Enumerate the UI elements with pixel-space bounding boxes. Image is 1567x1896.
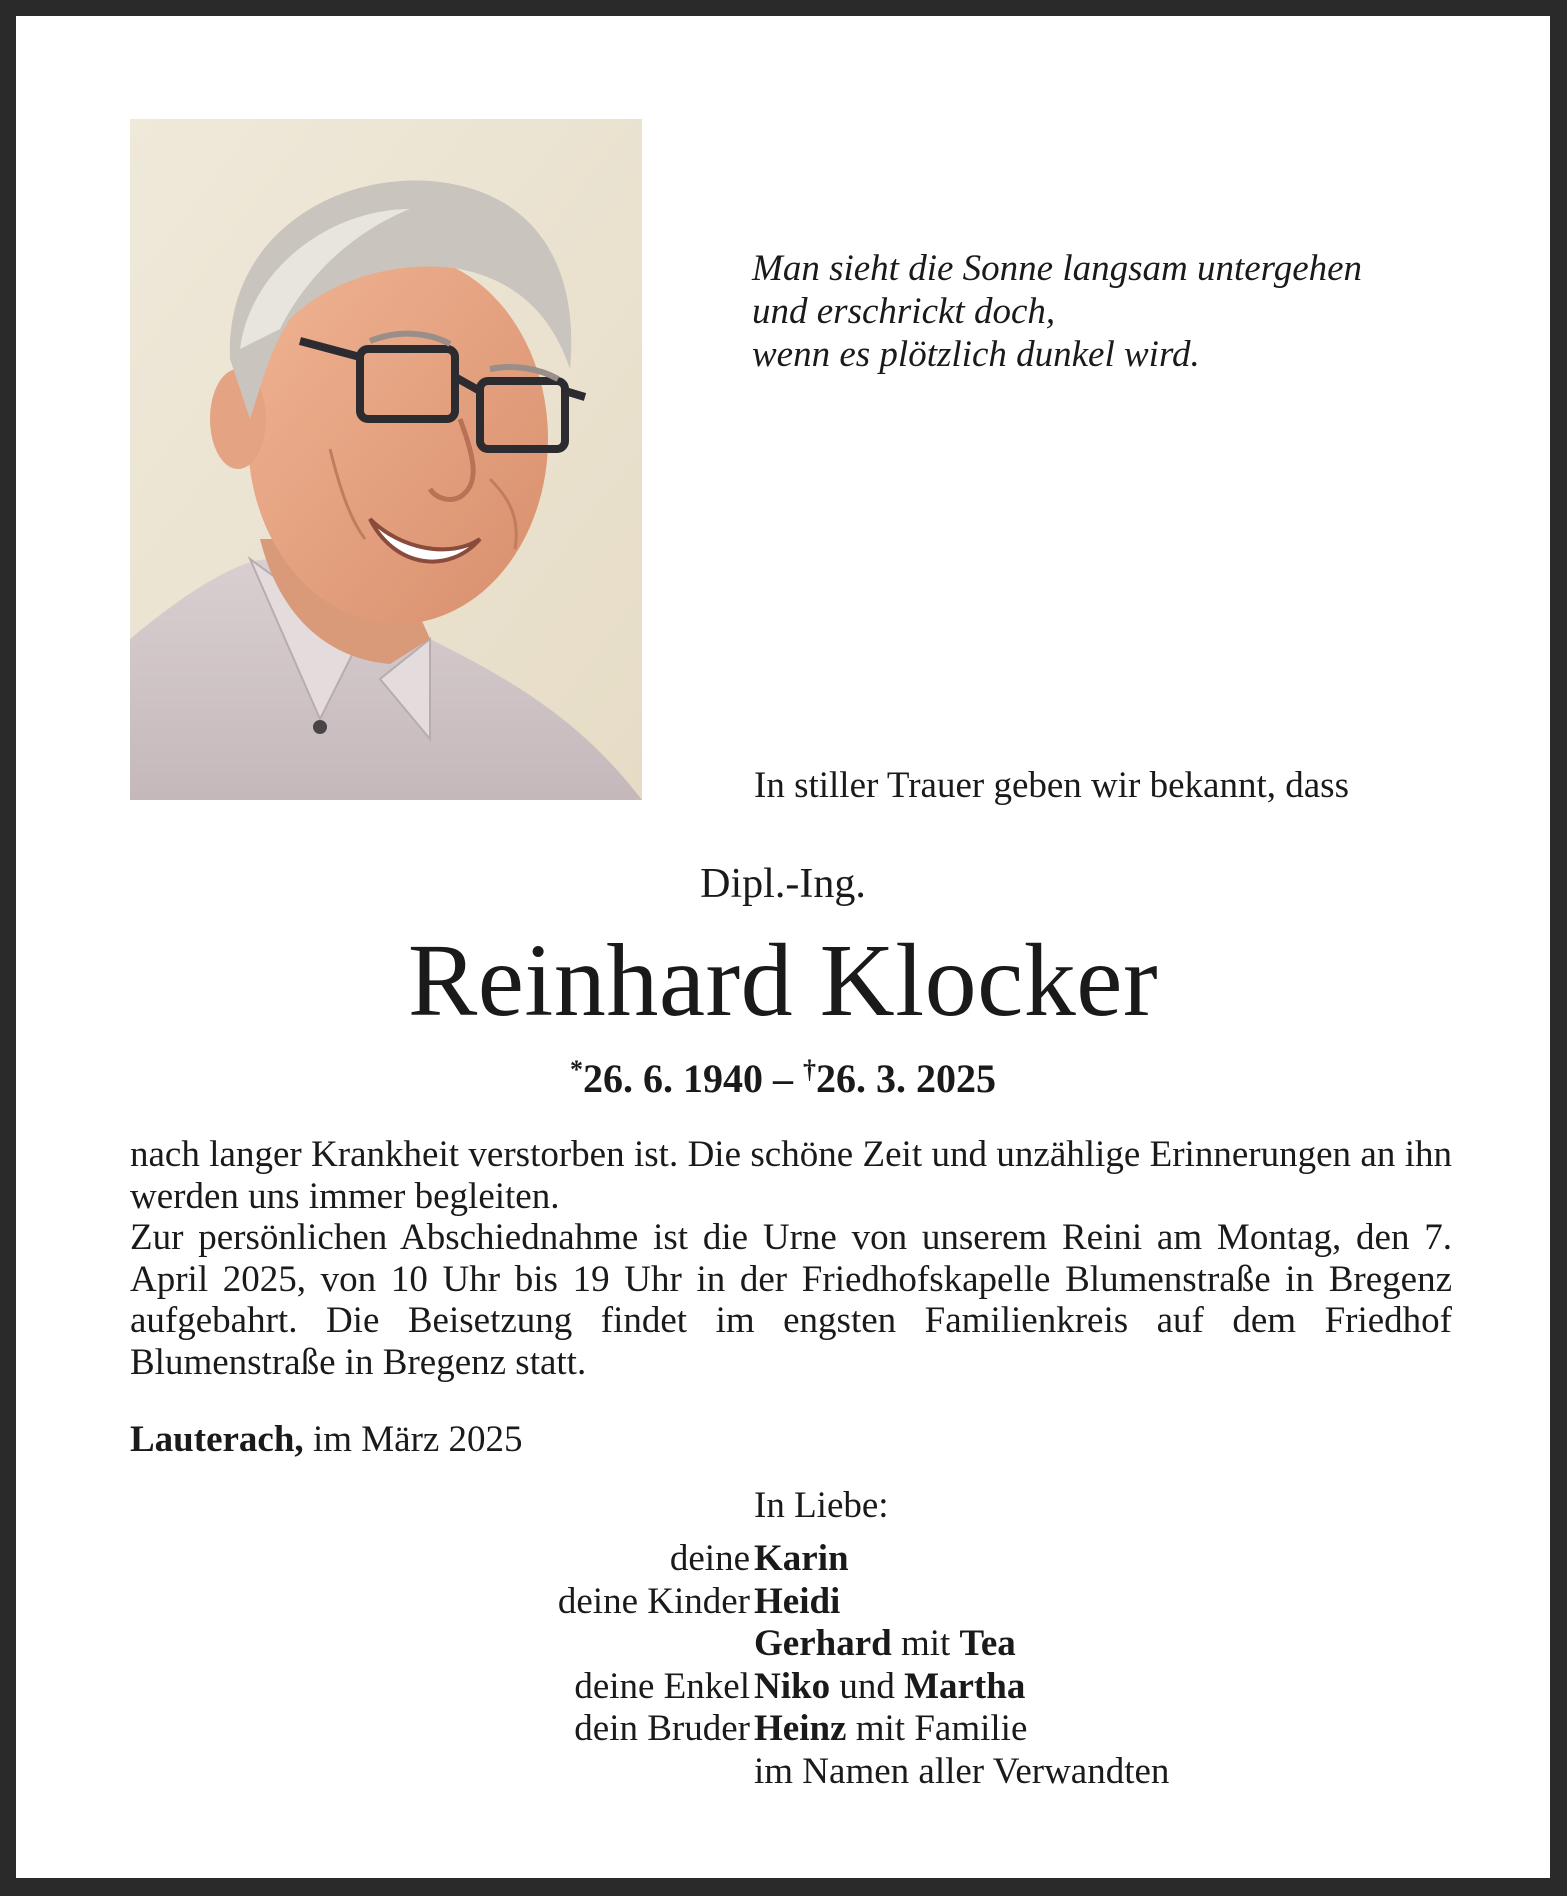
- mourner-names: [754, 1751, 1169, 1794]
- mourner-connector: mit: [891, 1623, 960, 1664]
- mourner-names: [754, 1623, 1016, 1666]
- place-and-date: [130, 1418, 523, 1462]
- date-separator: –: [763, 1056, 803, 1101]
- mourner-row: [16, 1666, 1550, 1709]
- portrait-photo: [130, 119, 642, 800]
- life-dates: [16, 1046, 1550, 1103]
- in-love-heading: In Liebe:: [754, 1485, 889, 1526]
- mourner-name: Tea: [959, 1623, 1016, 1664]
- obituary-paragraph: nach langer Krankheit verstorben ist. Die schöne Zeit und unzählige Erinnerungen an ihn werden uns immer begleiten.: [130, 1134, 1452, 1217]
- mourner-names: [754, 1666, 1025, 1709]
- place-date: im März 2025: [303, 1419, 523, 1460]
- birth-date: 26. 6. 1940: [583, 1056, 763, 1101]
- mourner-row: [16, 1708, 1550, 1751]
- mourner-names: [754, 1581, 840, 1624]
- mourner-name: Gerhard: [754, 1623, 892, 1664]
- mourner-name: Niko: [754, 1665, 831, 1707]
- mourner-relation: dein Bruder: [574, 1708, 750, 1749]
- birth-symbol: *: [570, 1055, 583, 1084]
- death-date: 26. 3. 2025: [816, 1056, 996, 1101]
- death-symbol: †: [803, 1055, 816, 1084]
- obituary-paragraph: Zur persönlichen Abschiednahme ist die Urne von unserem Reini am Montag, den 7. April 2025, von 10 Uhr bis 19 Uhr in der Friedhofskapelle Blumenstraße in Bregenz aufgebahrt. Die Beisetzung findet im engsten Familienkreis auf dem Friedhof Blumenstraße in Bregenz statt.: [130, 1217, 1452, 1383]
- mourner-connector: im Namen aller Verwandten: [754, 1750, 1170, 1792]
- obituary-text: [130, 1134, 1452, 1384]
- poem-line: wenn es plötzlich dunkel wird.: [752, 334, 1200, 375]
- portrait-illustration: [130, 119, 642, 800]
- mourner-row: [16, 1623, 1550, 1666]
- mourner-connector: und: [830, 1665, 905, 1707]
- mourner-name: Heinz: [754, 1708, 847, 1749]
- mourner-row: [16, 1538, 1550, 1581]
- mourner-relation: deine Kinder: [557, 1580, 750, 1622]
- deceased-name: Reinhard Klocker: [407, 923, 1159, 1038]
- mourner-row: [16, 1581, 1550, 1624]
- announcement-intro: In stiller Trauer geben wir bekannt, dass: [754, 765, 1349, 806]
- mourner-names: [754, 1708, 1027, 1751]
- obituary-card: [16, 16, 1550, 1878]
- mourner-name: Heidi: [754, 1580, 841, 1622]
- mourner-connector: mit Familie: [846, 1708, 1028, 1749]
- mourner-name: Martha: [904, 1665, 1026, 1707]
- mourner-names: [754, 1538, 849, 1581]
- mourner-relation: deine: [669, 1538, 750, 1579]
- place-town: Lauterach,: [130, 1419, 304, 1460]
- mourner-row: [16, 1751, 1550, 1794]
- poem-line: Man sieht die Sonne langsam untergehen: [752, 248, 1363, 289]
- mourners-list: [16, 1538, 1550, 1793]
- academic-title: Dipl.-Ing.: [700, 861, 866, 907]
- poem-quote: [752, 247, 1452, 376]
- mourner-relation: deine Enkel: [574, 1665, 750, 1707]
- poem-line: und erschrickt doch,: [752, 291, 1056, 332]
- mourner-name: Karin: [754, 1538, 849, 1579]
